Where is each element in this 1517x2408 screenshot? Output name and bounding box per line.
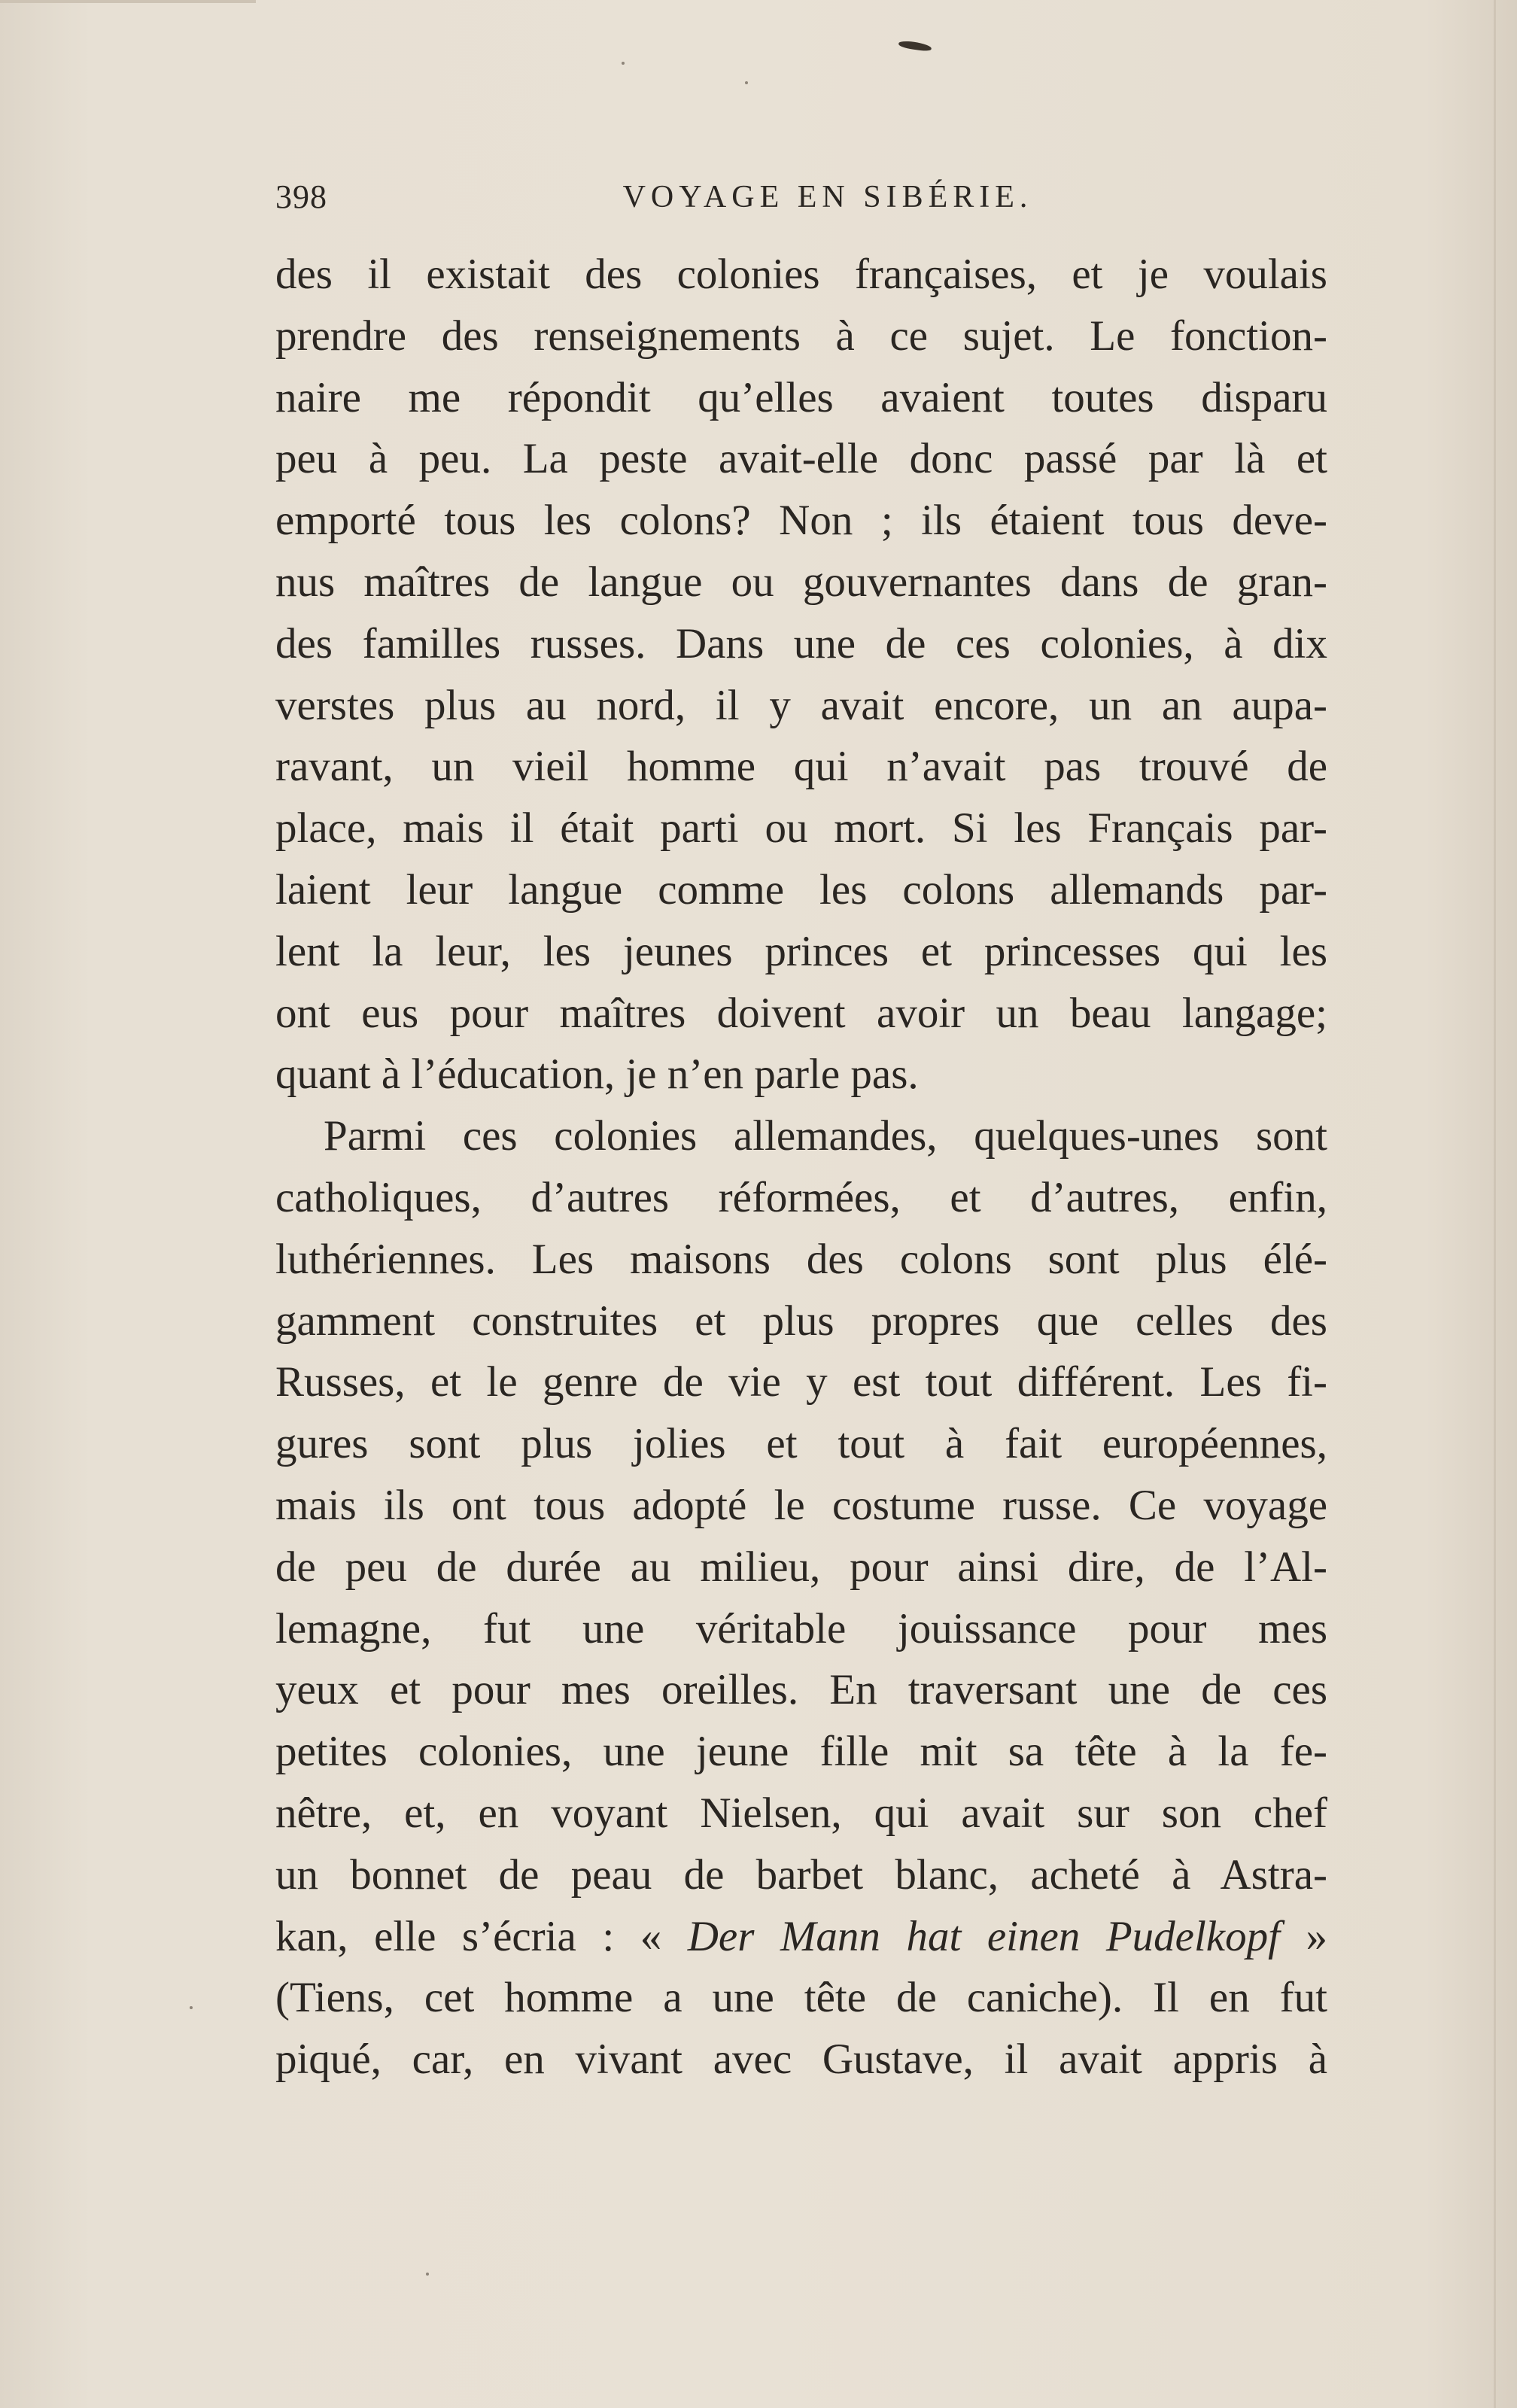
text-line: ont eus pour maîtres doivent avoir un beau langage; [275,989,1327,1037]
text-line: naire me répondit qu’elles avaient toutes disparu [275,373,1327,421]
text-line: prendre des renseignements à ce sujet. Le fonction- [275,312,1327,360]
text-line: lemagne, fut une véritable jouissance pour mes [275,1604,1327,1652]
text-line: mais ils ont tous adopté le costume russe. Ce voyage [275,1481,1327,1529]
quote-before: kan, elle s’écria : « [275,1912,662,1960]
page-edge-shadow [1494,0,1496,2408]
text-line: verstes plus au nord, il y avait encore, un an aupa- [275,681,1327,729]
text-line: catholiques, d’autres réformées, et d’autres, enfin, [275,1173,1327,1221]
text-line: peu à peu. La peste avait-elle donc passé par là et [275,435,1327,483]
text-line: petites colonies, une jeune fille mit sa tête à la fe- [275,1728,1327,1776]
text-line: ravant, un vieil homme qui n’avait pas trouvé de [275,743,1327,791]
text-line: nus maîtres de langue ou gouvernantes dans de gran- [275,558,1327,606]
text-line: nêtre, et, en voyant Nielsen, qui avait sur son chef [275,1789,1327,1837]
running-title: VOYAGE EN SIBÉRIE. [622,180,1033,214]
quote-close: » [1306,1912,1327,1960]
quote-line [275,1906,1327,1968]
speck [745,81,748,84]
paragraph-end-line: quant à l’éducation, je n’en parle pas. [275,1050,919,1099]
text-line: piqué, car, en vivant avec Gustave, il avait appris à [275,2036,1327,2084]
page-top-edge [0,0,256,3]
speck [190,2006,193,2009]
text-line: (Tiens, cet homme a une tête de caniche). Il en fut [275,1974,1327,2022]
text-line: gures sont plus jolies et tout à fait européennes, [275,1420,1327,1468]
speck [622,62,625,65]
text-line: des familles russes. Dans une de ces colonies, à dix [275,619,1327,667]
text-line: emporté tous les colons? Non ; ils étaient tous deve- [275,497,1327,545]
body-text [275,244,1327,2090]
paragraph-start-line: Parmi ces colonies allemandes, quelques-unes sont [324,1112,1327,1160]
text-line: des il existait des colonies françaises, et je voulais [275,251,1327,298]
text-line: un bonnet de peau de barbet blanc, acheté à Astra- [275,1850,1327,1899]
text-line: yeux et pour mes oreilles. En traversant une de ces [275,1666,1327,1714]
text-line: de peu de durée au milieu, pour ainsi dire, de l’Al- [275,1543,1327,1591]
text-line: place, mais il était parti ou mort. Si les Français par- [275,804,1327,853]
page-number: 398 [275,178,327,215]
speck [426,2273,429,2276]
text-line: luthériennes. Les maisons des colons sont plus élé- [275,1235,1327,1283]
text-line: Russes, et le genre de vie y est tout différent. Les fi- [275,1358,1327,1406]
text-line: laient leur langue comme les colons allemands par- [275,865,1327,914]
running-header [275,173,1327,221]
text-line: gamment construites et plus propres que celles des [275,1297,1327,1345]
german-quote: Der Mann hat einen Pudelkopf [687,1912,1280,1960]
text-line: lent la leur, les jeunes princes et princesses qui les [275,927,1327,975]
